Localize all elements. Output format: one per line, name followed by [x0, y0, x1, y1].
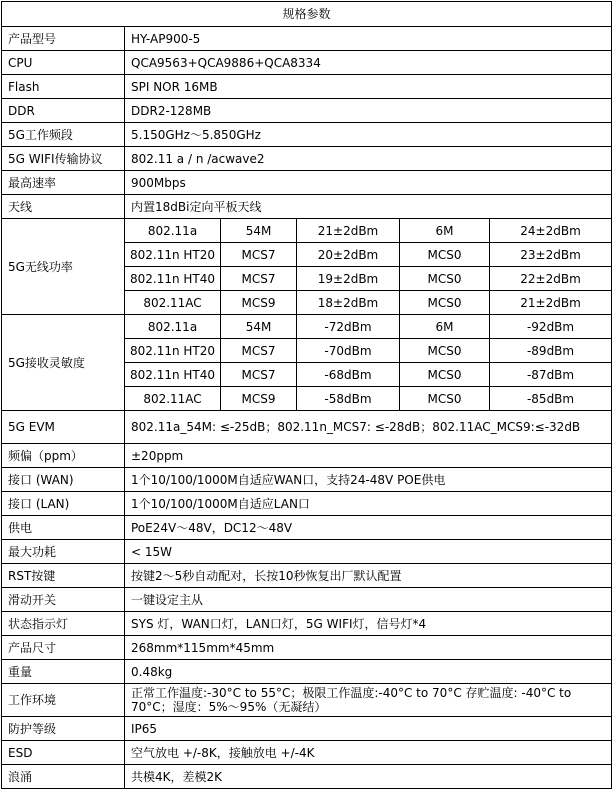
row-label: 产品型号 [2, 27, 125, 51]
table-row [2, 717, 612, 741]
row-value: DDR2-128MB [125, 99, 612, 123]
table-row [2, 492, 612, 516]
table-row [2, 75, 612, 99]
table-row [2, 147, 612, 171]
table-row [2, 636, 612, 660]
data-cell: MCS0 [400, 339, 490, 363]
row-label: 最大功耗 [2, 540, 125, 564]
row-value: SPI NOR 16MB [125, 75, 612, 99]
table-row [2, 99, 612, 123]
title-row [2, 2, 612, 27]
data-cell: 20±2dBm [297, 243, 400, 267]
row-value: 正常工作温度:-30°C to 55°C；极限工作温度:-40°C to 70°C 存贮温度: -40°C to 70°C；湿度：5%～95%（无凝结） [125, 684, 612, 717]
data-cell: MCS7 [221, 267, 297, 291]
table-title: 规格参数 [2, 2, 612, 27]
row-value: SYS 灯，WAN口灯，LAN口灯，5G WIFI灯，信号灯*4 [125, 612, 612, 636]
row-label: 重量 [2, 660, 125, 684]
table-row [2, 741, 612, 765]
row-value: 1个10/100/1000M自适应LAN口 [125, 492, 612, 516]
data-cell: -89dBm [490, 339, 612, 363]
row-label: 产品尺寸 [2, 636, 125, 660]
row-value: 802.11 a / n /acwave2 [125, 147, 612, 171]
row-label: 工作环境 [2, 684, 125, 717]
data-cell: 54M [221, 315, 297, 339]
row-value: HY-AP900-5 [125, 27, 612, 51]
data-cell: 21±2dBm [297, 219, 400, 243]
table-row [2, 516, 612, 540]
row-label: 接口 (LAN) [2, 492, 125, 516]
data-cell: 802.11n HT40 [125, 267, 221, 291]
row-value: 0.48kg [125, 660, 612, 684]
data-cell: 802.11AC [125, 291, 221, 315]
table-row [2, 765, 612, 789]
row-value: 内置18dBi定向平板天线 [125, 195, 612, 219]
data-cell: 802.11n HT20 [125, 243, 221, 267]
row-label: CPU [2, 51, 125, 75]
table-row [2, 51, 612, 75]
data-cell: MCS9 [221, 291, 297, 315]
data-cell: 802.11a [125, 315, 221, 339]
table-row [2, 444, 612, 468]
row-value: 5.150GHz～5.850GHz [125, 123, 612, 147]
data-cell: 22±2dBm [490, 267, 612, 291]
data-cell: -87dBm [490, 363, 612, 387]
data-cell: 802.11n HT20 [125, 339, 221, 363]
data-cell: MCS9 [221, 387, 297, 411]
row-label: ESD [2, 741, 125, 765]
data-cell: 21±2dBm [490, 291, 612, 315]
row-label: RST按键 [2, 564, 125, 588]
data-cell: 54M [221, 219, 297, 243]
table-row [2, 684, 612, 717]
data-cell: MCS7 [221, 339, 297, 363]
data-cell: MCS0 [400, 291, 490, 315]
row-value: 共模4K，差模2K [125, 765, 612, 789]
table-row [2, 612, 612, 636]
data-cell: MCS0 [400, 387, 490, 411]
data-cell: 802.11n HT40 [125, 363, 221, 387]
row-label: 状态指示灯 [2, 612, 125, 636]
table-row [2, 27, 612, 51]
data-cell: -85dBm [490, 387, 612, 411]
table-row [2, 588, 612, 612]
row-value: 一键设定主从 [125, 588, 612, 612]
data-cell: 802.11a [125, 219, 221, 243]
data-cell: -72dBm [297, 315, 400, 339]
data-cell: 19±2dBm [297, 267, 400, 291]
data-cell: 24±2dBm [490, 219, 612, 243]
row-label: 接口 (WAN) [2, 468, 125, 492]
data-cell: -68dBm [297, 363, 400, 387]
row-value: 1个10/100/1000M自适应WAN口，支持24-48V POE供电 [125, 468, 612, 492]
data-cell: 23±2dBm [490, 243, 612, 267]
row-label: 天线 [2, 195, 125, 219]
group-label: 5G无线功率 [2, 219, 125, 315]
data-cell: MCS0 [400, 363, 490, 387]
table-row [2, 564, 612, 588]
data-cell: -58dBm [297, 387, 400, 411]
data-cell: 18±2dBm [297, 291, 400, 315]
table-row [2, 540, 612, 564]
row-value: ±20ppm [125, 444, 612, 468]
row-value: 268mm*115mm*45mm [125, 636, 612, 660]
data-cell: -92dBm [490, 315, 612, 339]
row-label: 5G WIFI传输协议 [2, 147, 125, 171]
row-label: 频偏（ppm） [2, 444, 125, 468]
row-value: IP65 [125, 717, 612, 741]
row-label: 滑动开关 [2, 588, 125, 612]
row-label: DDR [2, 99, 125, 123]
table-row [2, 660, 612, 684]
row-label: 供电 [2, 516, 125, 540]
data-cell: 6M [400, 219, 490, 243]
group-label: 5G接收灵敏度 [2, 315, 125, 411]
data-cell: 6M [400, 315, 490, 339]
row-value: < 15W [125, 540, 612, 564]
table-row [2, 411, 612, 444]
row-label: 浪涌 [2, 765, 125, 789]
table-row [2, 219, 612, 243]
row-value: QCA9563+QCA9886+QCA8334 [125, 51, 612, 75]
data-cell: 802.11AC [125, 387, 221, 411]
row-label: 5G EVM [2, 411, 125, 444]
data-cell: -70dBm [297, 339, 400, 363]
table-row [2, 468, 612, 492]
table-row [2, 123, 612, 147]
row-label: Flash [2, 75, 125, 99]
table-row [2, 195, 612, 219]
row-value: 空气放电 +/-8K，接触放电 +/-4K [125, 741, 612, 765]
data-cell: MCS7 [221, 243, 297, 267]
data-cell: MCS0 [400, 267, 490, 291]
row-label: 5G工作频段 [2, 123, 125, 147]
row-label: 最高速率 [2, 171, 125, 195]
row-value: 900Mbps [125, 171, 612, 195]
spec-table [1, 1, 612, 789]
data-cell: MCS0 [400, 243, 490, 267]
data-cell: MCS7 [221, 363, 297, 387]
table-row [2, 315, 612, 339]
table-row [2, 171, 612, 195]
row-value: 按键2～5秒自动配对，长按10秒恢复出厂默认配置 [125, 564, 612, 588]
row-value: 802.11a_54M: ≤-25dB；802.11n_MCS7: ≤-28dB；802.11AC_MCS9:≤-32dB [125, 411, 612, 444]
row-label: 防护等级 [2, 717, 125, 741]
row-value: PoE24V～48V，DC12～48V [125, 516, 612, 540]
